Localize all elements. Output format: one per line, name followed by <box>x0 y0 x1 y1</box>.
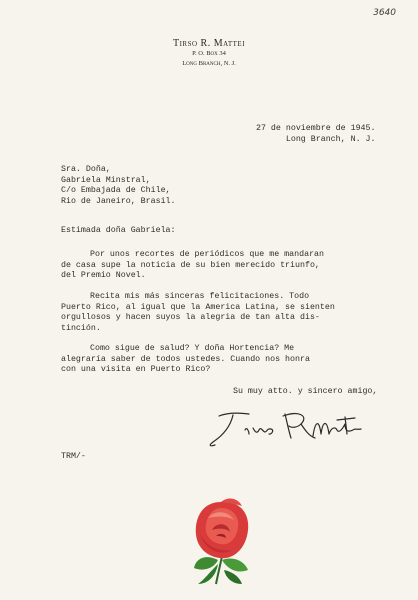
paragraph-line: alegraría saber de todos ustedes. Cuando nos honra <box>61 354 310 364</box>
paragraph-line: del Premio Novel. <box>61 271 146 280</box>
paragraph-line: Por unos recortes de periódicos que me mandaran <box>90 250 325 259</box>
closing: Su muy atto. y sincero amigo, <box>233 387 378 396</box>
paragraph-2 <box>61 292 390 334</box>
place-line: Long Branch, N. J. <box>285 134 376 144</box>
address-line: Rio de Janeiro, Brasil. <box>61 196 176 206</box>
letterhead <box>0 38 418 69</box>
rose-stamp-icon <box>188 494 254 586</box>
letterhead-name: Tirso R. Mattei <box>172 38 246 49</box>
paragraph-line: Como sigue de salud? Y doña Hortencia? Me <box>90 344 295 353</box>
letterhead-po-box: P. O. Box 34 <box>192 50 226 57</box>
paragraph-1 <box>61 250 390 282</box>
paragraph-line: de casa supe la noticia de su bien merecido triunfo, <box>61 260 320 270</box>
archive-number: 3640 <box>373 8 396 18</box>
paragraph-line: con una visita en Puerto Rico? <box>61 365 211 374</box>
paragraph-line: tinción. <box>61 323 101 333</box>
address-line: Sra. Doña, <box>61 165 111 174</box>
recipient-address <box>61 165 176 207</box>
paragraph-3 <box>61 344 390 376</box>
typist-initials: TRM/- <box>61 452 86 461</box>
paragraph-line: orgullosos y hacen suyos la alegria de tan alta dis- <box>61 313 320 322</box>
letterhead-city: Long Branch, N. J. <box>182 60 236 67</box>
date-line: 27 de noviembre de 1945. <box>256 124 376 133</box>
paragraph-line: Recita mis más sinceras felicitaciones. Todo <box>90 292 310 301</box>
handwritten-signature <box>205 408 370 450</box>
paragraph-line: Puerto Rico, al igual que la America Latina, se sienten <box>61 302 335 312</box>
salutation: Estimada doña Gabriela: <box>61 226 176 235</box>
date-block <box>256 124 376 145</box>
address-line: Gabriela Minstral, <box>61 175 151 185</box>
address-line: C/o Embajada de Chile, <box>61 186 171 195</box>
